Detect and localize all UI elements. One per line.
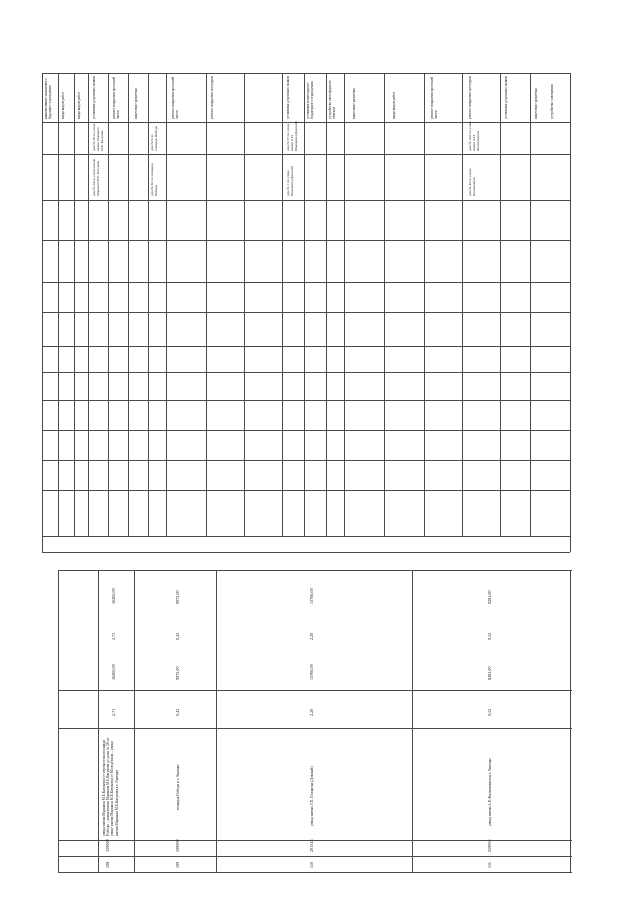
header-cell: устройство светофорного объекта	[328, 79, 337, 119]
table-col-rule	[206, 73, 207, 536]
row-rule	[98, 570, 99, 872]
header-cell: установка дорожных знаков	[92, 76, 96, 119]
address-cell: дом № 3А по площади Победы	[150, 163, 159, 196]
row-number: 110	[309, 861, 314, 868]
table-col-rule	[344, 73, 345, 536]
table-rule	[42, 154, 570, 155]
row-value: 8281,00	[487, 666, 492, 680]
header-cell: установка дорожных знаков	[286, 76, 290, 119]
row-code: 509000	[175, 839, 180, 852]
table-col-rule	[282, 73, 283, 536]
table-rule	[42, 312, 570, 313]
table-col-rule	[500, 73, 501, 536]
row-number: 108	[105, 861, 110, 868]
header-cell: ремонт покрытия проезжей части	[430, 76, 439, 119]
row-value: 13766,00	[309, 664, 314, 680]
table-rule	[42, 282, 570, 283]
address-cell: дом № 10А по улице имени А.П. Филипповича	[468, 121, 481, 151]
table-rule	[42, 490, 570, 491]
row-value: 8281,00	[487, 590, 492, 604]
table-rule	[42, 346, 570, 347]
row-value: 2,71	[111, 708, 116, 716]
row-value: 0,43	[175, 708, 180, 716]
header-cell: устройство освещения	[550, 84, 554, 119]
row-rule	[58, 570, 59, 872]
table-col-rule	[74, 73, 75, 536]
row-rule	[216, 570, 217, 872]
header-cell: ремонт покрытия проезжей части	[171, 76, 180, 119]
row-code: 259005	[487, 839, 492, 852]
row-name: площадь Победы в г. Липецке	[176, 764, 180, 810]
header-cell: установка пешеходного/бордюрного ограждения	[306, 81, 315, 119]
row-rule	[412, 570, 413, 872]
table-rule	[42, 536, 570, 537]
header-cell: ремонт покрытия проезжей части	[112, 76, 121, 119]
row-number: 109	[175, 861, 180, 868]
address-cell: дом № 43 по улице Космонавтов	[468, 168, 477, 196]
header-cell: ремонт покрытия тротуаров	[468, 76, 472, 119]
table-border-top	[42, 73, 570, 74]
header-cell: виды видов работ	[392, 91, 396, 119]
header-cell: установка дорожных знаков	[504, 76, 508, 119]
table-rule	[42, 240, 570, 241]
address-cell: дом № 57 по улице имени Л.П. Пожарова (Довский)	[286, 121, 299, 151]
table-rule	[42, 430, 570, 431]
table-rule	[58, 856, 572, 857]
table-border-bottom	[58, 872, 572, 873]
row-rule	[570, 570, 571, 872]
row-value: 2,20	[309, 708, 314, 716]
table-rule	[42, 372, 570, 373]
row-value: 0,43	[175, 632, 180, 640]
table-rule	[42, 200, 570, 201]
row-name: улица имени Л.П. Пожарова (Довский)	[310, 766, 314, 826]
row-value: 2,71	[111, 632, 116, 640]
table-col-rule	[304, 73, 305, 536]
address-cell: дом № 24 по улице имени Маршала М.Е. Катукова	[92, 158, 101, 196]
table-col-rule	[58, 73, 59, 536]
table-col-rule	[88, 73, 89, 536]
table-rule	[42, 400, 570, 401]
header-cell: виды видов работ	[77, 91, 81, 119]
row-value: 0,52	[487, 708, 492, 716]
table-col-rule	[166, 73, 167, 536]
table-col-rule	[326, 73, 327, 536]
address-cell: дом № 1 по улице Пожарова (Довский)	[286, 166, 295, 196]
table-border-top	[58, 570, 572, 571]
header-cell: наименование пошагового будущего учреждения	[44, 78, 53, 119]
table-col-rule	[42, 73, 43, 552]
table-rule	[42, 122, 570, 123]
table-rule	[58, 840, 572, 841]
table-col-rule	[384, 73, 385, 536]
row-value: 9072,00	[175, 590, 180, 604]
table-col-rule	[244, 73, 245, 536]
table-rule	[58, 728, 572, 729]
row-code: 201543	[309, 839, 314, 852]
header-cell: нанесение разметки	[534, 88, 538, 119]
header-cell: нанесение разметки	[134, 88, 138, 119]
header-cell: нанесение разметки	[352, 88, 356, 119]
table-rule	[58, 690, 572, 691]
row-value: 13766,00	[309, 588, 314, 604]
row-number: 111	[487, 862, 492, 868]
table-col-rule	[148, 73, 149, 536]
row-value: 16260,00	[111, 664, 116, 680]
table-col-rule	[108, 73, 109, 536]
table-col-rule	[530, 73, 531, 536]
table-col-rule	[424, 73, 425, 536]
row-rule	[134, 570, 135, 872]
row-value: 0,52	[487, 632, 492, 640]
table-border-bottom	[42, 552, 570, 553]
address-cell: дом № 26 по улице имени Маршала М.Е. Катукова	[92, 123, 105, 151]
row-value: 9072,00	[175, 666, 180, 680]
address-cell: дом № 8 по площади Победы	[150, 126, 159, 151]
table-col-rule	[128, 73, 129, 536]
table-rule	[42, 460, 570, 461]
row-name: улица имени А.П.Филипповича в г. Липецке	[488, 758, 492, 826]
header-cell: ремонт покрытия тротуаров	[210, 76, 214, 119]
table-col-rule	[570, 73, 571, 552]
row-value: 2,20	[309, 632, 314, 640]
row-value: 16260,00	[111, 588, 116, 604]
header-cell: виды видов работ	[61, 91, 65, 119]
table-col-rule	[462, 73, 463, 536]
row-name: улица имени Маршала М.Е.Катукова (от перекрестка площади Победы – улица имени Маршала М.Е.Катукова до дома № 28 по улице имени Маршала М.Е.Катукова) от Молодёжная – улица имени Маршала М.Е.Катукова в г. Липецке	[102, 737, 119, 836]
row-code: 359000	[105, 839, 110, 852]
